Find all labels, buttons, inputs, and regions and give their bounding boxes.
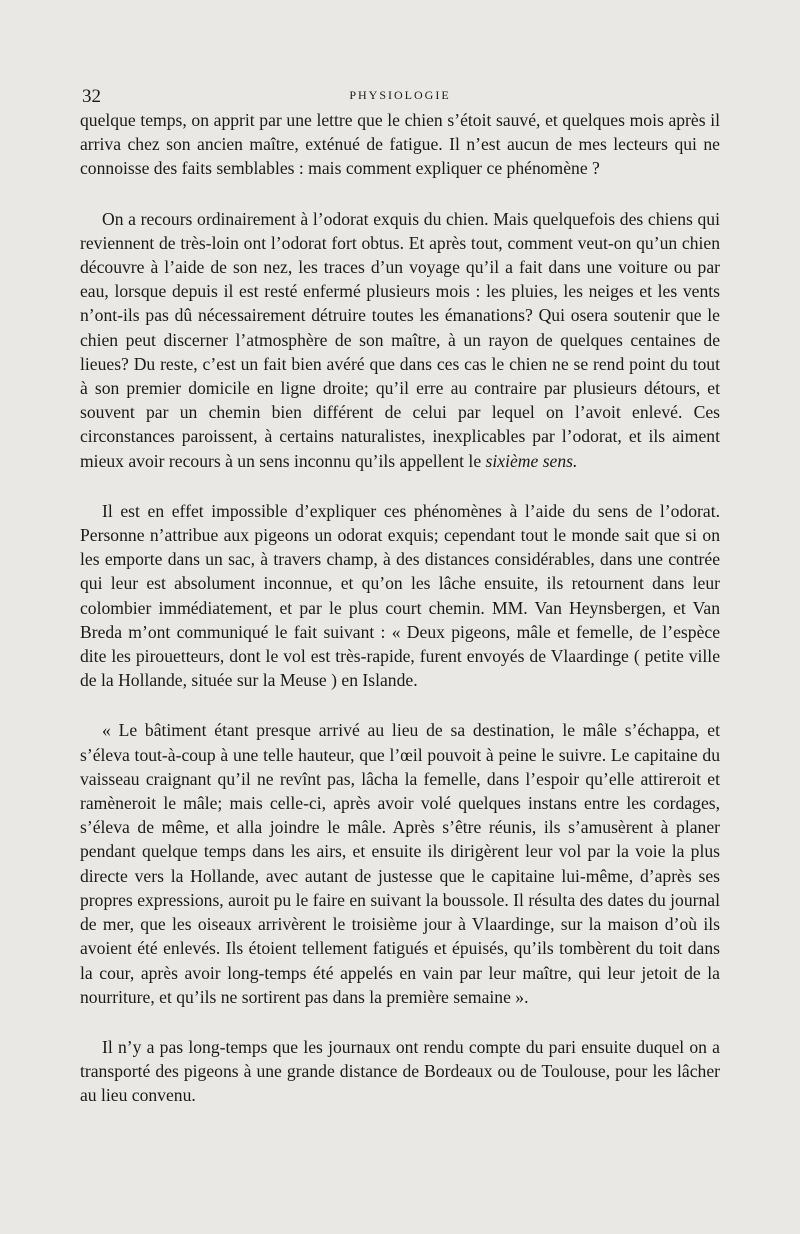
page-number: 32 <box>82 86 101 107</box>
paragraph-pari <box>80 1035 720 1108</box>
paragraph-odorat <box>80 207 720 473</box>
paragraph-text: « Le bâtiment étant presque arrivé au lieu de sa destination, le mâle s’échappa, et s’éleva tout-à-coup à une telle hauteur, que l’œil pouvoit à peine le suivre. Le capitaine du vaisseau craignant qu’il ne revînt pas, lâcha la femelle, dans l’espoir qu’elle attireroit et ramèneroit le mâle; mais celle-ci, après avoir volé quelques instans entre les cordages, s’éleva de même, et alla joindre le mâle. Après s’être réunis, ils s’amusèrent à planer pendant quelque temps dans les airs, et ensuite ils dirigèrent leur vol par la voie la plus directe vers la Hollande, avec autant de justesse que le capitaine lui-même, d’après ses propres expressions, auroit pu le faire en suivant la boussole. Il résulta des dates du journal de mer, que les oiseaux arrivèrent le troisième jour à Vlaardinge, sur la maison d’où ils avoient été enlevés. Ils étoient tellement fatigués et épuisés, qu’ils tombèrent du toit dans la cour, après avoir long-temps été appelés en vain par leur maître, qui leur jetoit de la nourriture, et qu’ils ne sortirent pas dans la première semaine ». <box>80 720 720 1007</box>
running-head <box>82 86 718 108</box>
paragraph-text: On a recours ordinairement à l’odorat exquis du chien. Mais quelquefois des chiens qui reviennent de très-loin ont l’odorat fort obtus. Et après tout, comment veut-on qu’un chien découvre à l’aide de son nez, les traces d’un voyage qu’il a fait dans une voiture ou par eau, lorsque depuis il est resté enfermé plusieurs mois : les pluies, les neiges et les vents n’ont-ils pas dû nécessairement détruire toutes les émanations? Qui osera soutenir que le chien peut discerner l’atmosphère de son maître, à un rayon de quelques centaines de lieues? Du reste, c’est un fait bien avéré que dans ces cas le chien ne se rend point du tout à son premier domicile en ligne droite; qu’il erre au contraire par plusieurs détours, et souvent par un chemin bien différent de celui par lequel on l’avoit enlevé. Ces circonstances paroissent, à certains naturalistes, inexplicables par l’odorat, et ils aiment mieux avoir recours à un sens inconnu qu’ils appellent le <box>80 208 720 471</box>
running-title: PHYSIOLOGIE <box>349 88 451 102</box>
paragraph-pigeons <box>80 499 720 693</box>
paragraph-text: quelque temps, on apprit par une lettre que le chien s’étoit sauvé, et quelques mois après il arriva chez son ancien maître, exténué de fatigue. Il n’est aucun de mes lecteurs qui ne connoisse des faits semblables : mais comment expliquer ce phénomène ? <box>80 110 720 179</box>
paragraph-text: Il est en effet impossible d’expliquer ces phénomènes à l’aide du sens de l’odorat. Personne n’attribue aux pigeons un odorat exquis; cependant tout le monde sait que si on les emporte dans un sac, à travers champ, à des distances considérables, dans une contrée qui leur est absolument inconnue, et qu’on les lâche ensuite, ils retournent dans leur colombier immédiatement, et par le plus court chemin. MM. Van Heynsbergen, et Van Breda m’ont communiqué le fait suivant : « Deux pigeons, mâle et femelle, de l’espèce dite les pirouetteurs, dont le vol est très-rapide, furent envoyés de Vlaardinge ( petite ville de la Hollande, située sur la Meuse ) en Islande. <box>80 500 720 691</box>
italic-term: sixième sens. <box>485 450 578 471</box>
paragraph-quotation <box>80 718 720 1008</box>
paragraph-continuation <box>80 108 720 181</box>
body-text <box>80 108 720 1108</box>
paragraph-text: Il n’y a pas long-temps que les journaux ont rendu compte du pari ensuite duquel on a transporté des pigeons à une grande distance de Bordeaux ou de Toulouse, pour les lâcher au lieu convenu. <box>80 1036 720 1106</box>
